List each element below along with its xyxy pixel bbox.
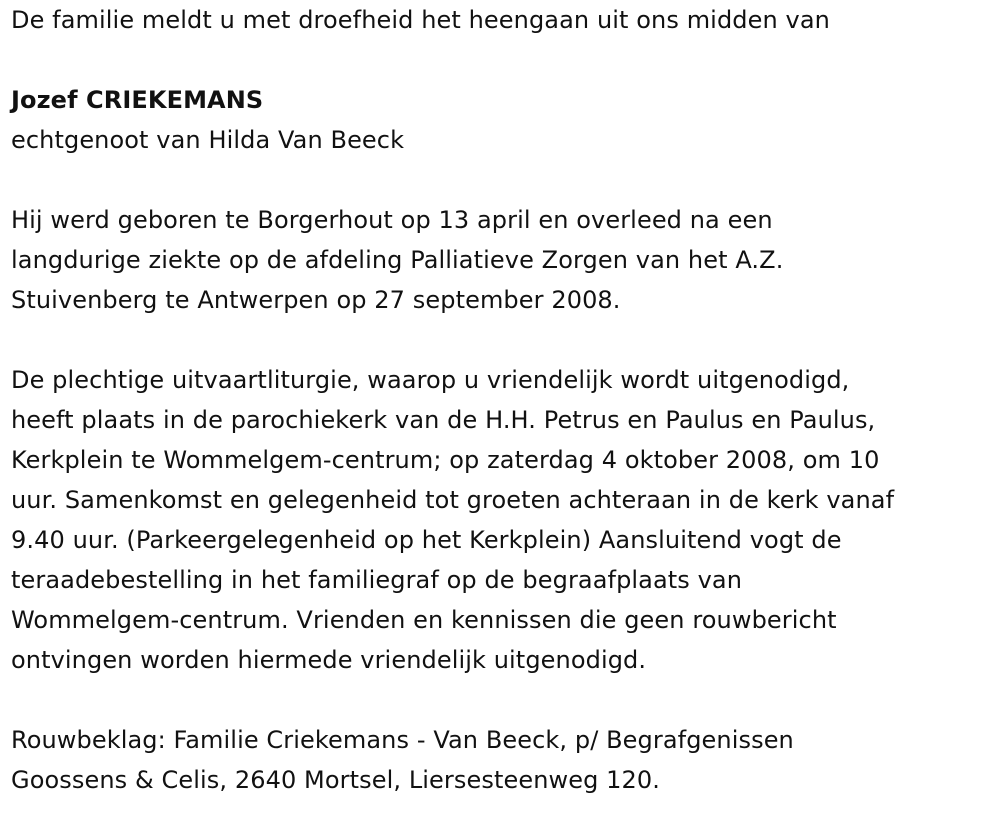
- paragraph-line: Hij werd geboren te Borgerhout op 13 april en overleed na een: [11, 206, 773, 234]
- spacer: [11, 680, 996, 720]
- paragraph-line: De plechtige uitvaartliturgie, waarop u vriendelijk wordt uitgenodigd,: [11, 366, 850, 394]
- paragraph-line: Goossens & Celis, 2640 Mortsel, Liersesteenweg 120.: [11, 766, 661, 794]
- paragraph-line: heeft plaats in de parochiekerk van de H.H. Petrus en Paulus en Paulus,: [11, 406, 876, 434]
- deceased-name: Jozef CRIEKEMANS: [11, 86, 264, 114]
- paragraph-line: Rouwbeklag: Familie Criekemans - Van Beeck, p/ Begrafgenissen: [11, 726, 794, 754]
- paragraph-line: Wommelgem-centrum. Vrienden en kennissen die geen rouwbericht: [11, 606, 837, 634]
- birth-death-paragraph: [11, 200, 996, 320]
- spacer: [11, 160, 996, 200]
- spacer: [11, 320, 996, 360]
- obituary-notice: [11, 0, 996, 800]
- paragraph-line: 9.40 uur. (Parkeergelegenheid op het Kerkplein) Aansluitend vogt de: [11, 526, 842, 554]
- spacer: [11, 40, 996, 80]
- paragraph-line: Stuivenberg te Antwerpen op 27 september 2008.: [11, 286, 621, 314]
- paragraph-line: teraadebestelling in het familiegraf op de begraafplaats van: [11, 566, 743, 594]
- funeral-paragraph: [11, 360, 996, 680]
- spouse-text: echtgenoot van Hilda Van Beeck: [11, 126, 405, 154]
- paragraph-line: langdurige ziekte op de afdeling Palliatieve Zorgen van het A.Z.: [11, 246, 784, 274]
- condolences-paragraph: [11, 720, 996, 800]
- paragraph-line: Kerkplein te Wommelgem-centrum; op zaterdag 4 oktober 2008, om 10: [11, 446, 880, 474]
- paragraph-line: ontvingen worden hiermede vriendelijk uitgenodigd.: [11, 646, 647, 674]
- intro-text: De familie meldt u met droefheid het heengaan uit ons midden van: [11, 6, 830, 34]
- paragraph-line: uur. Samenkomst en gelegenheid tot groeten achteraan in de kerk vanaf: [11, 486, 895, 514]
